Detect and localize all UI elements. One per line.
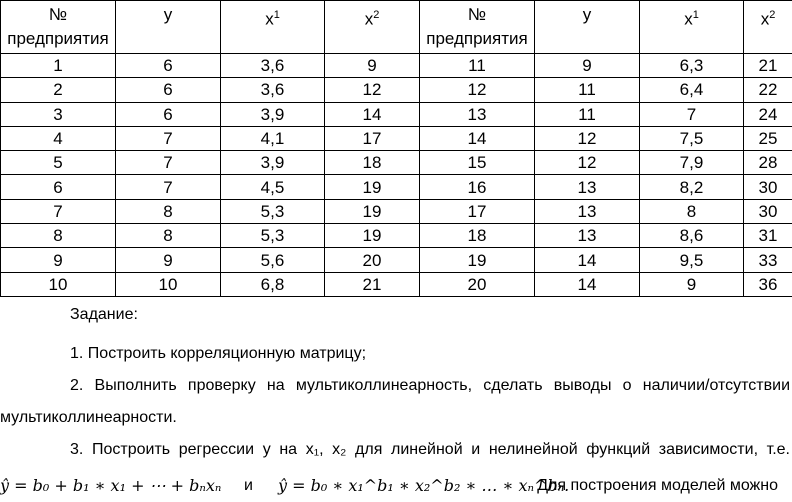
header-y: y bbox=[116, 1, 221, 54]
table-cell: 8,2 bbox=[640, 175, 744, 199]
table-cell: 6 bbox=[116, 54, 221, 78]
formula-power: ŷ = b₀ ∗ x₁^b₁ ∗ x₂^b₂ ∗ … ∗ xₙ^bₙ. bbox=[278, 476, 570, 495]
header-x1: $x^1$ bbox=[640, 1, 744, 54]
table-cell: 28 bbox=[744, 151, 792, 175]
table-row bbox=[1, 78, 792, 102]
table-cell: 13 bbox=[535, 224, 640, 248]
formula-joiner: и bbox=[244, 477, 253, 494]
header-x2: $x^2$ bbox=[325, 1, 420, 54]
table-cell: 13 bbox=[535, 175, 640, 199]
table-cell: 8 bbox=[1, 224, 116, 248]
table-cell: 6 bbox=[116, 102, 221, 126]
table-cell: 2 bbox=[1, 78, 116, 102]
table-cell: 8 bbox=[640, 199, 744, 223]
header-x1: $x^1$ bbox=[221, 1, 325, 54]
table-cell: 4,5 bbox=[221, 175, 325, 199]
table-cell: 5 bbox=[1, 151, 116, 175]
table-cell: 33 bbox=[744, 248, 792, 272]
table-cell: 19 bbox=[325, 199, 420, 223]
table-cell: 19 bbox=[325, 224, 420, 248]
table-cell: 8 bbox=[116, 199, 221, 223]
table-cell: 5,3 bbox=[221, 224, 325, 248]
table-cell: 3,6 bbox=[221, 54, 325, 78]
table-cell: 20 bbox=[325, 248, 420, 272]
table-cell: 7 bbox=[640, 102, 744, 126]
table-cell: 12 bbox=[535, 151, 640, 175]
table-cell: 21 bbox=[744, 54, 792, 78]
header-x2: $x^2$ bbox=[744, 1, 792, 54]
table-cell: 19 bbox=[420, 248, 535, 272]
table-cell: 7 bbox=[116, 151, 221, 175]
table-cell: 8,6 bbox=[640, 224, 744, 248]
table-cell: 18 bbox=[325, 151, 420, 175]
table-cell: 7 bbox=[116, 175, 221, 199]
table-cell: 7 bbox=[116, 126, 221, 150]
table-cell: 11 bbox=[535, 78, 640, 102]
table-cell: 14 bbox=[535, 248, 640, 272]
table-row bbox=[1, 248, 792, 272]
table-cell: 16 bbox=[420, 175, 535, 199]
table-cell: 6,8 bbox=[221, 272, 325, 296]
task-heading: Задание: bbox=[70, 306, 138, 323]
table-cell: 7,9 bbox=[640, 151, 744, 175]
table-cell: 4,1 bbox=[221, 126, 325, 150]
table-row bbox=[1, 199, 792, 223]
table-cell: 7 bbox=[1, 199, 116, 223]
table-cell: 19 bbox=[325, 175, 420, 199]
table-cell: 18 bbox=[420, 224, 535, 248]
table-cell: 30 bbox=[744, 199, 792, 223]
table-cell: 3,9 bbox=[221, 151, 325, 175]
header-enterprise-no: № предприятия bbox=[1, 1, 116, 54]
table-cell: 4 bbox=[1, 126, 116, 150]
table-row bbox=[1, 126, 792, 150]
table-cell: 9,5 bbox=[640, 248, 744, 272]
task-item-2-line-2: мультиколлинеарности. bbox=[0, 409, 177, 426]
table-cell: 9 bbox=[116, 248, 221, 272]
table-cell: 12 bbox=[420, 78, 535, 102]
table-row bbox=[1, 54, 792, 78]
table-header-row bbox=[1, 1, 792, 54]
table-cell: 7,5 bbox=[640, 126, 744, 150]
table-cell: 5,6 bbox=[221, 248, 325, 272]
table-cell: 13 bbox=[420, 102, 535, 126]
table-row bbox=[1, 175, 792, 199]
header-y: y bbox=[535, 1, 640, 54]
table-row bbox=[1, 224, 792, 248]
task-item-2-line-1: 2. Выполнить проверку на мультиколлинеарность, сделать выводы о наличии/отсутствии bbox=[70, 377, 790, 394]
table-cell: 36 bbox=[744, 272, 792, 296]
table-cell: 9 bbox=[535, 54, 640, 78]
table-cell: 8 bbox=[116, 224, 221, 248]
table-cell: 12 bbox=[325, 78, 420, 102]
task-item-1: 1. Построить корреляционную матрицу; bbox=[70, 345, 367, 362]
table-cell: 20 bbox=[420, 272, 535, 296]
table-cell: 9 bbox=[640, 272, 744, 296]
table-cell: 17 bbox=[325, 126, 420, 150]
table-cell: 1 bbox=[1, 54, 116, 78]
table-row bbox=[1, 272, 792, 296]
table-cell: 24 bbox=[744, 102, 792, 126]
table-cell: 30 bbox=[744, 175, 792, 199]
table-cell: 21 bbox=[325, 272, 420, 296]
table-cell: 9 bbox=[1, 248, 116, 272]
table-cell: 25 bbox=[744, 126, 792, 150]
table-body bbox=[1, 54, 792, 297]
table-row bbox=[1, 151, 792, 175]
table-cell: 6,4 bbox=[640, 78, 744, 102]
table-cell: 13 bbox=[535, 199, 640, 223]
task-item-3-line-1: 3. Построить регрессии y на x₁, x₂ для линейной и нелинейной функций зависимости, т.е. bbox=[70, 441, 790, 458]
table-cell: 11 bbox=[420, 54, 535, 78]
table-cell: 6 bbox=[1, 175, 116, 199]
table-cell: 12 bbox=[535, 126, 640, 150]
table-cell: 15 bbox=[420, 151, 535, 175]
table-cell: 31 bbox=[744, 224, 792, 248]
table-cell: 3,6 bbox=[221, 78, 325, 102]
formula-linear: ŷ = b₀ + b₁ ∗ x₁ + ⋯ + bₙxₙ bbox=[0, 476, 222, 495]
table-cell: 14 bbox=[535, 272, 640, 296]
table-cell: 11 bbox=[535, 102, 640, 126]
table-cell: 6 bbox=[116, 78, 221, 102]
table-cell: 10 bbox=[1, 272, 116, 296]
table-cell: 6,3 bbox=[640, 54, 744, 78]
table-cell: 5,3 bbox=[221, 199, 325, 223]
table-cell: 10 bbox=[116, 272, 221, 296]
header-enterprise-no: № предприятия bbox=[420, 1, 535, 54]
table-cell: 14 bbox=[420, 126, 535, 150]
table-row bbox=[1, 102, 792, 126]
table-cell: 9 bbox=[325, 54, 420, 78]
table-cell: 22 bbox=[744, 78, 792, 102]
table-cell: 3 bbox=[1, 102, 116, 126]
task-item-3-tail: Для построения моделей можно bbox=[537, 477, 778, 494]
table-cell: 3,9 bbox=[221, 102, 325, 126]
table-cell: 14 bbox=[325, 102, 420, 126]
table-cell: 17 bbox=[420, 199, 535, 223]
